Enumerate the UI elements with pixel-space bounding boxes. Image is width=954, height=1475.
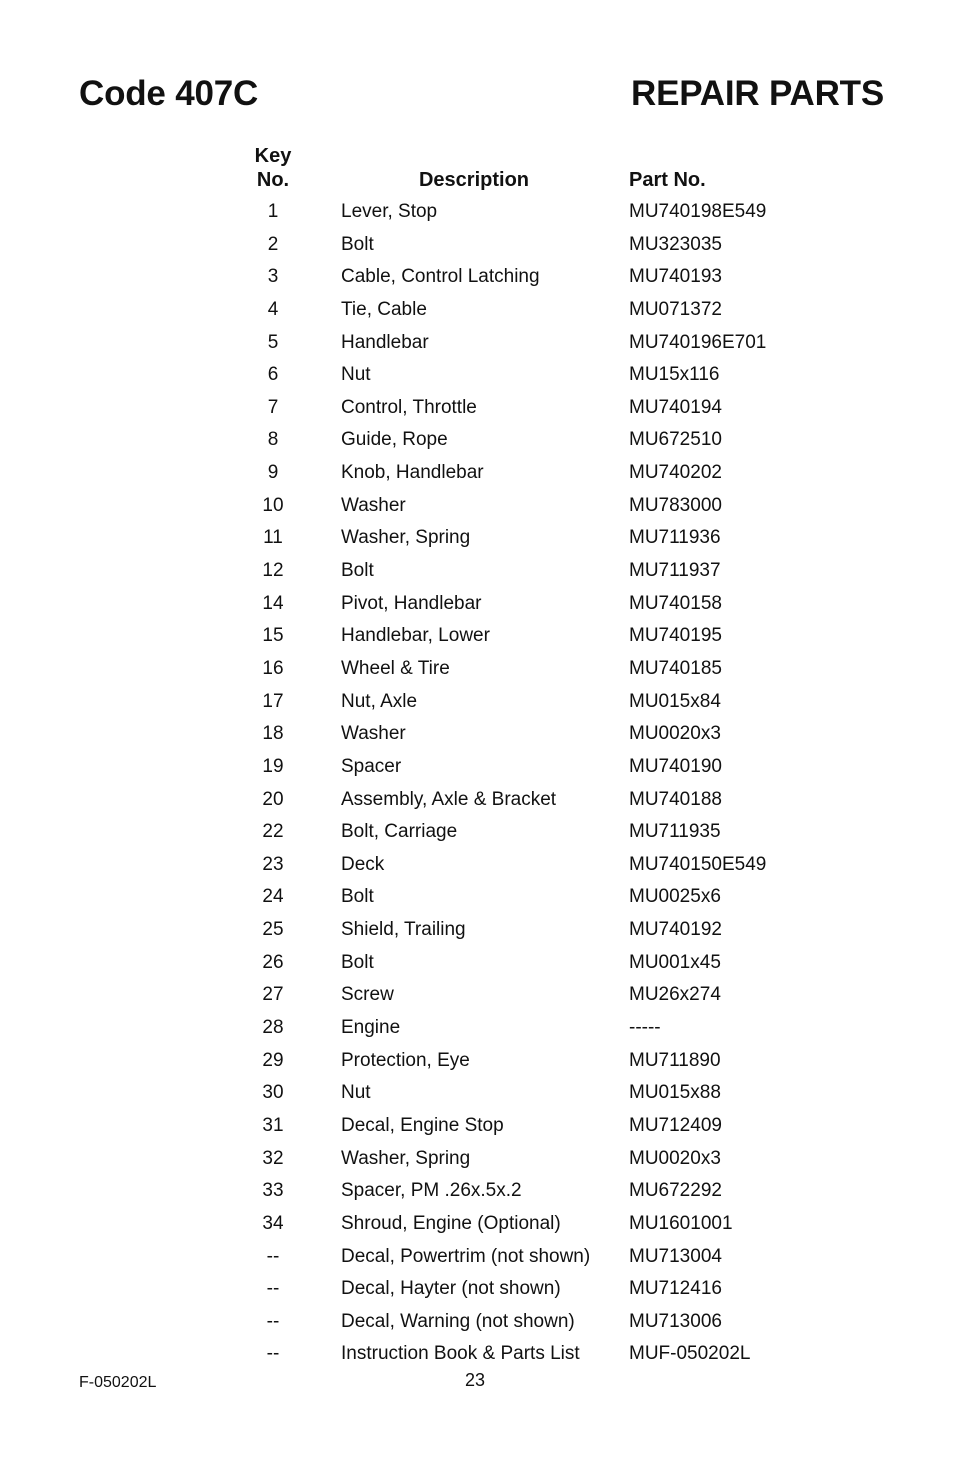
description-cell: Handlebar: [341, 331, 429, 353]
table-row: [0, 588, 954, 621]
document-code: F-050202L: [79, 1374, 157, 1391]
part-no-cell: MU740185: [629, 657, 722, 679]
key-no-cell: 19: [262, 755, 284, 777]
description-cell: Knob, Handlebar: [341, 462, 484, 484]
description-cell: Nut, Axle: [341, 690, 418, 712]
table-row: [0, 686, 954, 719]
table-row: [0, 261, 954, 294]
table-row: [0, 620, 954, 653]
key-no-cell: 29: [262, 1049, 284, 1071]
key-no-cell: 28: [262, 1017, 284, 1039]
table-row: [0, 457, 954, 490]
part-no-cell: MU0020x3: [629, 1147, 721, 1169]
key-no-cell: 8: [267, 429, 279, 451]
description-cell: Decal, Warning (not shown): [341, 1310, 575, 1332]
table-row: [0, 490, 954, 523]
part-no-cell: MU672510: [629, 429, 722, 451]
part-no-cell: MU0020x3: [629, 723, 721, 745]
description-cell: Engine: [341, 1017, 401, 1039]
table-row: [0, 392, 954, 425]
table-row: [0, 555, 954, 588]
part-no-cell: MU1601001: [629, 1212, 733, 1234]
description-cell: Washer: [341, 723, 406, 745]
part-no-cell: MU740196E701: [629, 331, 767, 353]
key-no-cell: 5: [267, 331, 279, 353]
table-row: [0, 1241, 954, 1274]
part-no-cell: MU740195: [629, 625, 722, 647]
part-no-cell: MU711936: [629, 527, 721, 549]
part-no-cell: MU015x84: [629, 690, 721, 712]
part-no-cell: MU15x116: [629, 364, 720, 386]
part-no-cell: MU740194: [629, 396, 722, 418]
table-row: [0, 1110, 954, 1143]
key-no-cell: 30: [262, 1082, 284, 1104]
table-row: [0, 327, 954, 360]
table-row: [0, 979, 954, 1012]
description-cell: Decal, Hayter (not shown): [341, 1278, 561, 1300]
column-header-key-line2: No.: [256, 169, 290, 191]
table-row: [0, 1143, 954, 1176]
table-row: [0, 816, 954, 849]
table-row: [0, 947, 954, 980]
key-no-cell: 2: [267, 233, 279, 255]
key-no-cell: 20: [262, 788, 284, 810]
column-header-part-no: Part No.: [629, 169, 706, 191]
key-no-cell: --: [266, 1310, 280, 1332]
table-row: [0, 294, 954, 327]
key-no-cell: 12: [262, 560, 284, 582]
table-row: [0, 359, 954, 392]
key-no-cell: 18: [262, 723, 284, 745]
description-cell: Nut: [341, 1082, 371, 1104]
part-no-cell: MU001x45: [629, 951, 721, 973]
description-cell: Pivot, Handlebar: [341, 592, 482, 614]
description-cell: Screw: [341, 984, 394, 1006]
description-cell: Lever, Stop: [341, 201, 438, 222]
key-no-cell: 14: [262, 592, 284, 614]
part-no-cell: MU712416: [629, 1278, 722, 1300]
key-no-cell: 1: [267, 201, 279, 222]
part-no-cell: MU713004: [629, 1245, 722, 1267]
description-cell: Washer: [341, 494, 406, 516]
part-no-cell: -----: [629, 1017, 661, 1039]
part-no-cell: MU26x274: [629, 984, 721, 1006]
description-cell: Deck: [341, 853, 385, 875]
key-no-cell: --: [266, 1343, 280, 1365]
part-no-cell: MU783000: [629, 494, 722, 516]
description-cell: Decal, Powertrim (not shown): [341, 1245, 591, 1267]
part-no-cell: MU713006: [629, 1310, 722, 1332]
part-no-cell: MU711937: [629, 560, 721, 582]
key-no-cell: 22: [262, 821, 284, 843]
part-no-cell: MU711935: [629, 821, 721, 843]
part-no-cell: MU015x88: [629, 1082, 721, 1104]
part-no-cell: MU740193: [629, 266, 722, 288]
description-cell: Washer, Spring: [341, 1147, 471, 1169]
part-no-cell: MU711890: [629, 1049, 721, 1071]
part-no-cell: MU740202: [629, 462, 722, 484]
table-row: [0, 522, 954, 555]
key-no-cell: 15: [262, 625, 284, 647]
table-row: [0, 1175, 954, 1208]
column-header-key-line1: Key: [254, 145, 292, 167]
key-no-cell: 17: [262, 690, 284, 712]
description-cell: Shroud, Engine (Optional): [341, 1212, 561, 1234]
part-no-cell: MU740158: [629, 592, 722, 614]
key-no-cell: 33: [262, 1180, 284, 1202]
key-no-cell: 26: [262, 951, 284, 973]
table-row: [0, 718, 954, 751]
description-cell: Assembly, Axle & Bracket: [341, 788, 557, 810]
description-cell: Shield, Trailing: [341, 919, 466, 941]
description-cell: Guide, Rope: [341, 429, 448, 451]
key-no-cell: 23: [262, 853, 284, 875]
key-no-cell: 31: [262, 1114, 284, 1136]
table-row: [0, 849, 954, 882]
description-cell: Bolt: [341, 951, 374, 973]
table-row: [0, 784, 954, 817]
page-title: REPAIR PARTS: [631, 74, 884, 113]
table-row: [0, 1306, 954, 1339]
column-header-key-no: [233, 144, 313, 192]
table-row: [0, 196, 954, 229]
description-cell: Control, Throttle: [341, 396, 477, 418]
part-no-cell: MU672292: [629, 1180, 722, 1202]
description-cell: Tie, Cable: [341, 298, 427, 320]
key-no-cell: 16: [262, 657, 284, 679]
description-cell: Spacer: [341, 755, 402, 777]
parts-table-body: [0, 196, 954, 1371]
description-cell: Bolt: [341, 560, 374, 582]
part-no-cell: MU740190: [629, 755, 722, 777]
key-no-cell: 27: [262, 984, 284, 1006]
key-no-cell: 34: [262, 1212, 284, 1234]
description-cell: Protection, Eye: [341, 1049, 470, 1071]
key-no-cell: 9: [267, 462, 279, 484]
table-row: [0, 424, 954, 457]
table-row: [0, 229, 954, 262]
key-no-cell: 10: [262, 494, 284, 516]
description-cell: Spacer, PM .26x.5x.2: [341, 1180, 522, 1202]
part-no-cell: MU712409: [629, 1114, 722, 1136]
part-no-cell: MU740198E549: [629, 201, 767, 222]
table-row: [0, 1077, 954, 1110]
key-no-cell: --: [266, 1245, 280, 1267]
table-row: [0, 1012, 954, 1045]
part-no-cell: MUF-050202L: [629, 1343, 751, 1365]
part-no-cell: MU740150E549: [629, 853, 767, 875]
description-cell: Instruction Book & Parts List: [341, 1343, 580, 1365]
key-no-cell: --: [266, 1278, 280, 1300]
part-no-cell: MU0025x6: [629, 886, 721, 908]
table-row: [0, 1338, 954, 1371]
key-no-cell: 11: [263, 527, 283, 549]
table-row: [0, 1045, 954, 1078]
key-no-cell: 25: [262, 919, 284, 941]
key-no-cell: 7: [267, 396, 279, 418]
table-row: [0, 914, 954, 947]
table-row: [0, 881, 954, 914]
part-no-cell: MU323035: [629, 233, 722, 255]
description-cell: Bolt, Carriage: [341, 821, 458, 843]
key-no-cell: 3: [267, 266, 279, 288]
description-cell: Nut: [341, 364, 371, 386]
page-code-title: Code 407C: [79, 74, 259, 113]
table-row: [0, 653, 954, 686]
description-cell: Cable, Control Latching: [341, 266, 540, 288]
description-cell: Washer, Spring: [341, 527, 471, 549]
key-no-cell: 6: [267, 364, 279, 386]
page-number: 23: [464, 1370, 486, 1390]
description-cell: Decal, Engine Stop: [341, 1114, 504, 1136]
description-cell: Wheel & Tire: [341, 657, 450, 679]
column-header-description: Description: [418, 169, 530, 191]
table-row: [0, 1273, 954, 1306]
table-row: [0, 1208, 954, 1241]
part-no-cell: MU740192: [629, 919, 722, 941]
key-no-cell: 32: [262, 1147, 284, 1169]
part-no-cell: MU071372: [629, 298, 722, 320]
table-row: [0, 751, 954, 784]
description-cell: Handlebar, Lower: [341, 625, 490, 647]
key-no-cell: 4: [267, 298, 279, 320]
description-cell: Bolt: [341, 886, 374, 908]
key-no-cell: 24: [262, 886, 284, 908]
part-no-cell: MU740188: [629, 788, 722, 810]
description-cell: Bolt: [341, 233, 374, 255]
